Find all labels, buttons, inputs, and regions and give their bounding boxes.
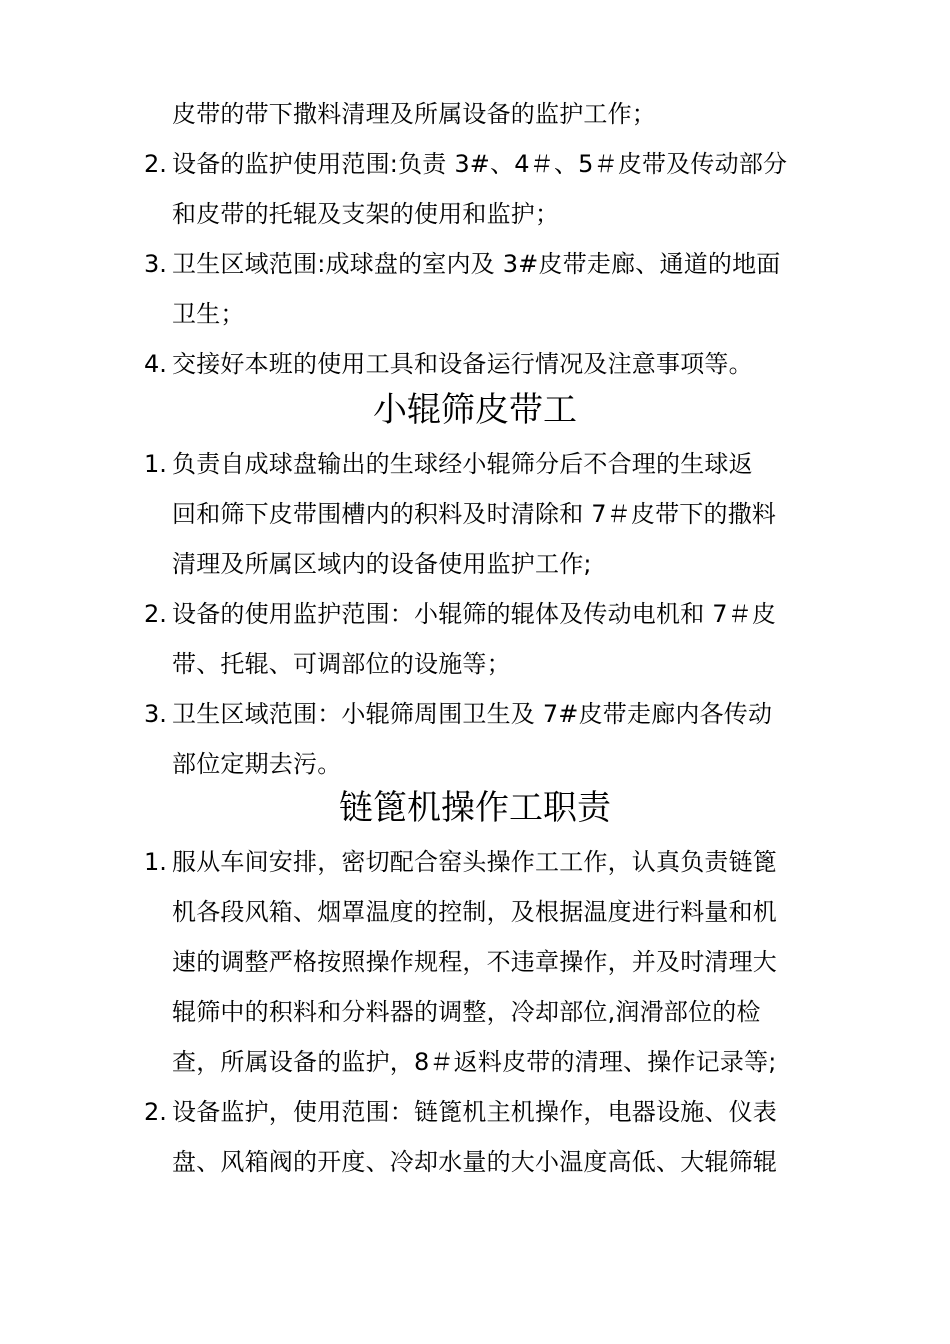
text-line: 回和筛下皮带围槽内的积料及时清除和 7＃皮带下的撒料 [172,500,777,528]
text-line: 卫生； [172,300,245,328]
item-number: 2. [144,1098,167,1126]
text-line: 部位定期去污。 [172,750,342,778]
section-heading: 链篦机操作工职责 [339,788,611,828]
text-line: 负责自成球盘输出的生球经小辊筛分后不合理的生球返 [172,450,753,478]
item-number: 2. [144,150,167,178]
text-line: 皮带的带下撒料清理及所属设备的监护工作； [172,100,656,128]
text-line: 设备的使用监护范围：小辊筛的辊体及传动电机和 7＃皮 [172,600,777,628]
item-number: 3. [144,700,167,728]
text-line: 速的调整严格按照操作规程，不违章操作，并及时清理大 [172,948,777,976]
text-line: 带、托辊、可调部位的设施等； [172,650,511,678]
text-line: 设备的监护使用范围:负责 3#、4＃、5＃皮带及传动部分 [172,150,788,178]
text-line: 设备监护，使用范围：链篦机主机操作，电器设施、仪表 [172,1098,777,1126]
text-line: 清理及所属区域内的设备使用监护工作; [172,550,592,578]
text-line: 盘、风箱阀的开度、冷却水量的大小温度高低、大辊筛辊 [172,1148,777,1176]
text-line: 机各段风箱、烟罩温度的控制，及根据温度进行料量和机 [172,898,777,926]
text-line: 服从车间安排，密切配合窑头操作工工作，认真负责链篦 [172,848,777,876]
item-number: 2. [144,600,167,628]
text-line: 辊筛中的积料和分料器的调整，冷却部位,润滑部位的检 [172,998,761,1026]
item-number: 3. [144,250,167,278]
text-line: 卫生区域范围：小辊筛周围卫生及 7#皮带走廊内各传动 [172,700,773,728]
item-number: 1. [144,848,167,876]
item-number: 4. [144,350,167,378]
section-heading: 小辊筛皮带工 [373,390,577,430]
text-line: 卫生区域范围:成球盘的室内及 3#皮带走廊、通道的地面 [172,250,781,278]
text-line: 查，所属设备的监护，8＃返料皮带的清理、操作记录等; [172,1048,777,1076]
text-line: 和皮带的托辊及支架的使用和监护； [172,200,560,228]
item-number: 1. [144,450,167,478]
text-line: 交接好本班的使用工具和设备运行情况及注意事项等。 [172,350,753,378]
